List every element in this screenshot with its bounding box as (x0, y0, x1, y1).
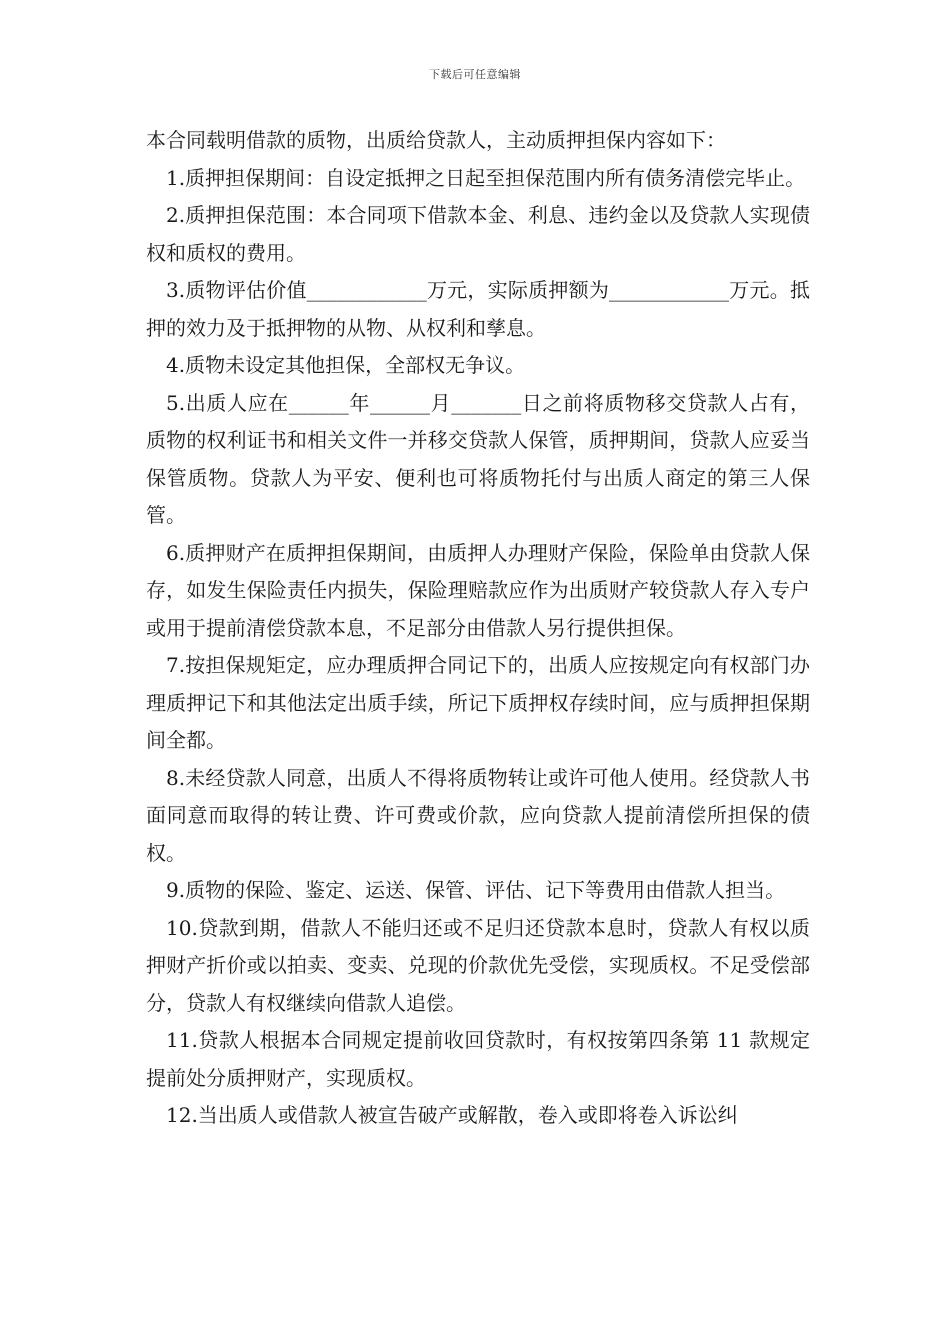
clause-12: 12.当出质人或借款人被宣告破产或解散，卷入或即将卷入诉讼纠 (166, 1103, 738, 1127)
clause-3: 3.质物评估价值____________万元，实际质押额为____________万元。抵押的效力及于抵押物的从物、从权利和孳息。 (146, 278, 810, 340)
clause-9: 9.质物的保险、鉴定、运送、保管、评估、记下等费用由借款人担当。 (166, 878, 786, 902)
intro-paragraph: 本合同载明借款的质物，出质给贷款人，主动质押担保内容如下： (146, 128, 726, 152)
page-header: 下载后可任意编辑 (429, 68, 521, 81)
clause-1: 1.质押担保期间：自设定抵押之日起至担保范围内所有债务清偿完毕止。 (166, 165, 806, 190)
clause-8: 8.未经贷款人同意，出质人不得将质物转让或许可他人使用。经贷款人书面同意而取得的转让费、许可费或价款，应向贷款人提前清偿所担保的债权。 (146, 765, 810, 865)
clause-5: 5.出质人应在______年______月_______日之前将质物移交贷款人占有，质物的权利证书和相关文件一并移交贷款人保管，质押期间，贷款人应妥当保管质物。贷款人为平安、便利也可将质物托付与出质人商定的第三人保管。 (146, 390, 810, 527)
document-body (146, 122, 810, 1135)
clause-10: 10.贷款到期，借款人不能归还或不足归还贷款本息时，贷款人有权以质押财产折价或以拍卖、变卖、兑现的价款优先受偿，实现质权。不足受偿部分，贷款人有权继续向借款人追偿。 (146, 915, 810, 1015)
clause-2: 2.质押担保范围：本合同项下借款本金、利息、违约金以及贷款人实现债权和质权的费用。 (146, 203, 810, 265)
clause-11: 11.贷款人根据本合同规定提前收回贷款时，有权按第四条第 11 款规定提前处分质押财产，实现质权。 (146, 1028, 810, 1090)
clause-7: 7.按担保规矩定，应办理质押合同记下的，出质人应按规定向有权部门办理质押记下和其他法定出质手续，所记下质押权存续时间，应与质押担保期间全都。 (146, 653, 810, 752)
clause-6: 6.质押财产在质押担保期间，由质押人办理财产保险，保险单由贷款人保存，如发生保险责任内损失，保险理赔款应作为出质财产较贷款人存入专户或用于提前清偿贷款本息，不足部分由借款人另行提供担保。 (146, 540, 810, 640)
clause-4: 4.质物未设定其他担保，全部权无争议。 (166, 353, 526, 377)
